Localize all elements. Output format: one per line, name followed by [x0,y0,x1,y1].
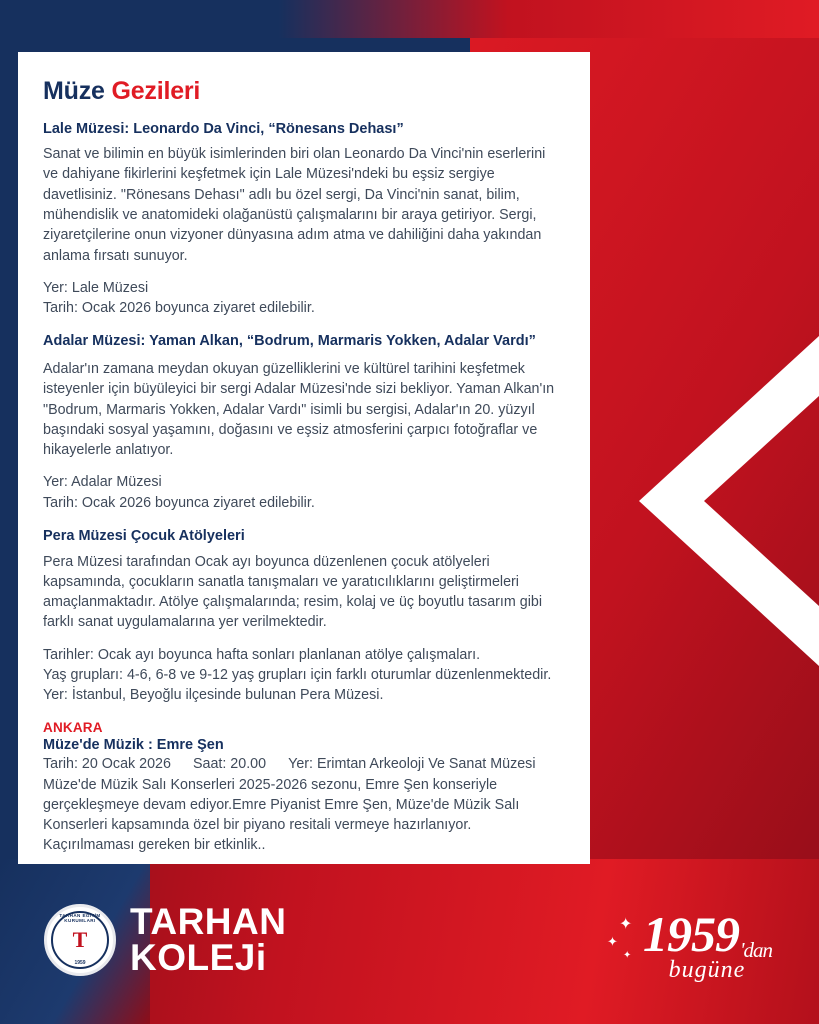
anniversary-mark [607,906,772,984]
city-label-ankara: ANKARA [43,719,103,735]
section-meta-ages-pera: Yaş grupları: 4-6, 6-8 ve 9-12 yaş grupları için farklı oturumlar düzenlenmektedir. [43,667,552,684]
star-icon-3: ✦ [623,950,632,961]
section-heading-adalar-muzesi: Adalar Müzesi: Yaman Alkan, “Bodrum, Marmaris Yokken, Adalar Vardı” [43,333,536,350]
section-heading-muzede-muzik: Müze'de Müzik : Emre Şen [43,736,224,753]
stars-decoration-icon [607,917,641,973]
section-body-lale-muzesi: Sanat ve bilimin en büyük isimlerinden biri olan Leonardo Da Vinci'nin eserlerini ve dahiyane fikirlerini keşfetmek için Lale Müzesi'ndeki bu eşsiz sergiye davetlisiniz. "Rönesans Dehası" adlı bu özel sergi, Da Vinci'nin sanat, bilim, mühendislik ve anatomideki olağanüstü çalışmalarını bir araya getiriyor. Sergi, ziyaretçilerine onun vizyoner dünyasına adım atma ve dahiliğini daha yakından anlama fırsatı sunuyor. [43,146,546,264]
star-icon-1: ✦ [619,916,633,933]
section-meta-lale-muzesi [43,278,560,319]
brand-line-1: TARHAN [130,901,287,943]
section-heading-lale-muzesi: Lale Müzesi: Leonardo Da Vinci, “Rönesans Dehası” [43,120,404,137]
section-meta-pera-muzesi [43,645,560,706]
brand-line-2: KOLEJi [130,937,267,978]
section-meta-date-lale: Tarih: Ocak 2026 boyunca ziyaret edilebilir. [43,300,315,317]
background-red-top-strip [0,0,819,38]
section-body-muzede-muzik: Müze'de Müzik Salı Konserleri 2025-2026 sezonu, Emre Şen konseriyle gerçekleşmeye devam ediyor.Emre Piyanist Emre Şen, Müze'de Müzik Salı Konserleri kapsamında özel bir piyano resitali vermeye hazırlanıyor. Kaçırılmaması gereken bir etkinlik.. [43,777,520,853]
footer-logo [44,901,287,978]
section-meta-dates-pera: Tarihler: Ocak ayı boyunca hafta sonları planlanan atölye çalışmaları. [43,646,481,663]
event-place: Yer: Erimtan Arkeoloji Ve Sanat Müzesi [288,755,536,772]
page-title-accent: Gezileri [111,77,201,105]
anniversary-year-number: 1959 [643,906,739,962]
school-seal-icon [44,904,116,976]
section-meta-place-lale: Yer: Lale Müzesi [43,279,149,296]
anniversary-year-suffix: 'dan [740,938,772,962]
page-title [43,78,560,106]
section-meta-place-pera: Yer: İstanbul, Beyoğlu ilçesinde bulunan Pera Müzesi. [43,687,384,704]
seal-monogram: T [72,927,88,952]
brand-name [130,901,287,978]
section-body-adalar-muzesi: Adalar'ın zamana meydan okuyan güzelliklerini ve kültürel tarihini keşfetmek isteyenler için büyüleyici bir sergi Adalar Müzesi'nde sizi bekliyor. Yaman Alkan'ın "Bodrum, Marmaris Yokken, Adalar Vardı" isimli bu sergisi, Adalar'ın 20. yüzyıl başındaki sosyal yaşamını, doğasını ve eşsiz atmosferini çarpıcı fotoğraflar ve hikayelerle anlatıyor. [43,360,555,459]
section-meta-date-adalar: Tarih: Ocak 2026 boyunca ziyaret edilebilir. [43,494,315,511]
anniversary-year [643,906,772,962]
page-title-main: Müze [43,77,105,105]
section-meta-muzede-muzik [43,755,560,775]
section-meta-adalar-muzesi [43,472,560,513]
event-date: Tarih: 20 Ocak 2026 [43,755,171,772]
event-time: Saat: 20.00 [192,755,267,772]
section-body-pera-muzesi: Pera Müzesi tarafından Ocak ayı boyunca düzenlenen çocuk atölyeleri kapsamında, çocukların sanatla tanışmaları ve yaratıcılıklarını geliştirmeleri amaçlanmaktadır. Atölye çalışmalarında; resim, kolaj ve üç boyutlu tasarım gibi farklı sanat uygulamalarına yer verilmektedir. [43,553,543,631]
content-card [18,52,590,864]
seal-bottom-text: 1959 [74,960,86,966]
star-icon-2: ✦ [607,934,618,949]
section-meta-place-adalar: Yer: Adalar Müzesi [43,474,162,491]
section-heading-pera-muzesi: Pera Müzesi Çocuk Atölyeleri [43,528,245,545]
anniversary-subtitle: bugüne [668,957,746,983]
seal-top-text: TARHAN EĞİTİM KURUMLARI [59,913,101,923]
